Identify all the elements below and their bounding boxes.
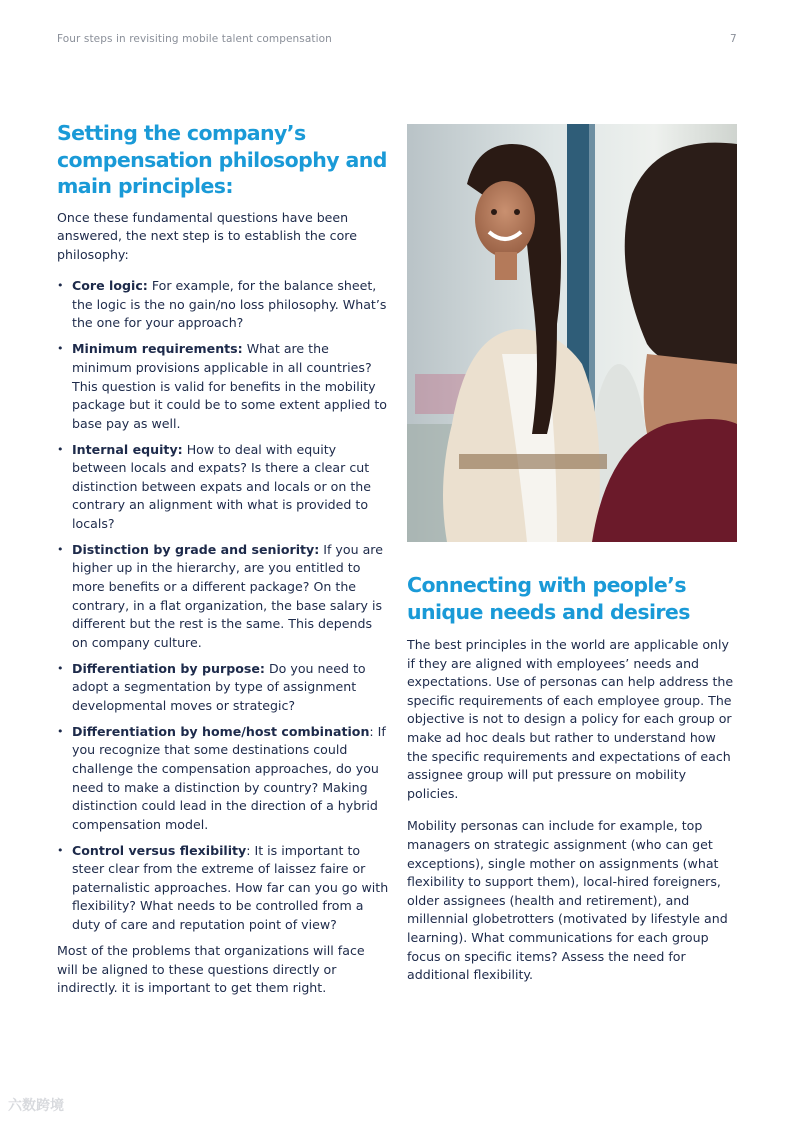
section-heading-philosophy: Setting the company’s compensation philosophy and main principles: [57, 121, 387, 198]
item-text: : If you recognize that some destinations could challenge the compensation approaches, do you need to make a distinction by country? Making distinction could lead in the direction of a hybrid compensation model. [72, 723, 386, 832]
item-text: For example, for the balance sheet, the logic is the no gain/no loss philosophy. What’s the one for your approach? [72, 278, 387, 331]
bullet-icon: • [57, 542, 64, 556]
item-text: Do you need to adopt a segmentation by type of assignment developmental moves or strategic? [72, 660, 366, 713]
item-term: Control versus flexibility [72, 842, 247, 858]
running-header: Four steps in revisiting mobile talent compensation [57, 33, 332, 45]
closing-paragraph: Most of the problems that organizations will face will be aligned to these questions directly or indirectly. it is important to get them right. [57, 942, 365, 996]
list-item [57, 277, 389, 333]
list-item [57, 723, 389, 835]
item-text: If you are higher up in the hierarchy, are you entitled to more benefits or a different package? On the contrary, in a flat organization, the base salary is different but the rest is the same. This depends on company culture. [72, 541, 383, 650]
item-term: Minimum requirements: [72, 341, 243, 357]
bullet-icon: • [57, 661, 64, 675]
item-term: Internal equity: [72, 441, 183, 457]
right-column [407, 572, 737, 985]
list-item [57, 441, 389, 534]
bullet-icon: • [57, 843, 64, 857]
bullet-icon: • [57, 724, 64, 738]
item-text: : It is important to steer clear from the extreme of laissez faire or paternalistic approaches. How far can you go with flexibility? What needs to be controlled from a duty of care and reputation point of view? [72, 842, 389, 933]
photo-illustration [407, 124, 737, 542]
bullet-icon: • [57, 342, 64, 356]
bullet-icon: • [57, 279, 64, 293]
item-text: What are the minimum provisions applicable in all countries? This question is valid for benefits in the mobility package but it could be to some extent applied to base pay as well. [72, 341, 387, 431]
list-item [57, 340, 389, 433]
left-column [57, 120, 389, 998]
intro-paragraph: Once these fundamental questions have been answered, the next step is to establish the core philosophy: [57, 209, 357, 262]
page-number: 7 [730, 33, 737, 45]
list-item [57, 660, 389, 716]
needs-paragraph-2: Mobility personas can include for example, top managers on strategic assignment (who can get exceptions), single mother on assignments (what flexibility to support them), local-hired foreigners, older assignees (health and retirement), and millennial globetrotters (motivated by lifestyle and learning). What communications for each group focus on specific items? Assess the need for additional flexibility. [407, 818, 728, 983]
item-text: How to deal with equity between locals and expats? Is there a clear cut distinction between expats and locals or on the contrary an alignment with what is provided to locals? [72, 441, 372, 531]
needs-paragraph-1: The best principles in the world are applicable only if they are aligned with employees’ needs and expectations. Use of personas can help address the specific requirements of each employee group. The objective is not to design a policy for each group or make ad hoc deals but rather to understand how the specific requirements and expectations of each assignee group will put pressure on mobility policies. [407, 637, 734, 801]
photo-two-women-talking [407, 124, 737, 542]
item-term: Differentiation by purpose: [72, 660, 265, 676]
bullet-icon: • [57, 442, 64, 456]
item-term: Core logic: [72, 278, 148, 294]
item-term: Differentiation by home/host combination [72, 723, 370, 739]
list-item [57, 842, 389, 935]
item-term: Distinction by grade and seniority: [72, 541, 320, 557]
list-item [57, 541, 389, 653]
principles-list [57, 277, 389, 934]
section-heading-needs: Connecting with people’s unique needs and desires [407, 573, 690, 624]
watermark-logo: 六数跨境 [8, 1098, 64, 1114]
